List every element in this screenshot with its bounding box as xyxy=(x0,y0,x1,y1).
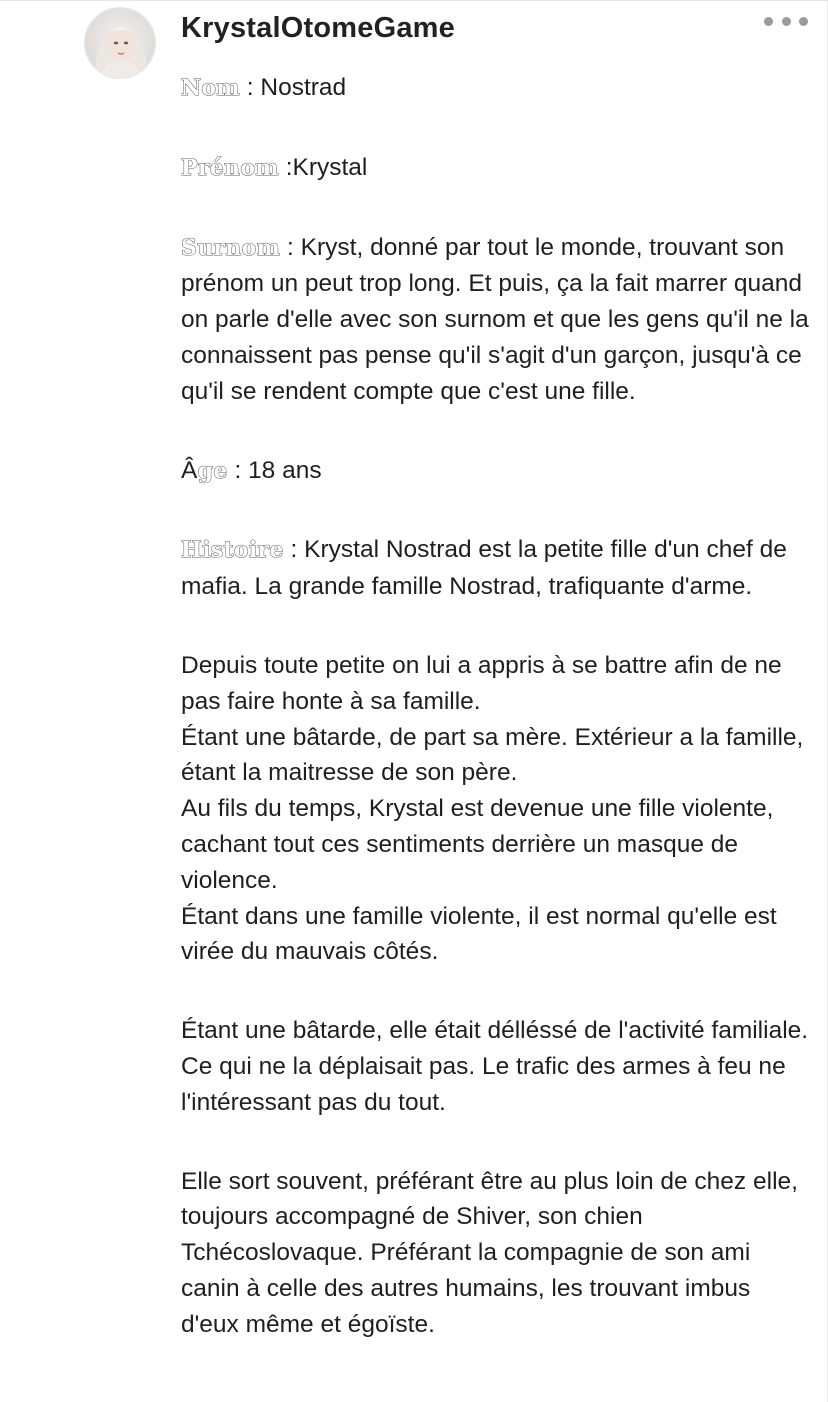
paragraph-line: Depuis toute petite on lui a appris à se battre afin de ne pas faire honte à sa famille. xyxy=(181,651,782,715)
more-options-button[interactable] xyxy=(764,14,808,28)
surnom-label: Surnom xyxy=(181,234,281,261)
post-body xyxy=(181,70,811,1343)
age-value: : 18 ans xyxy=(227,456,322,484)
nom-label: Nom xyxy=(181,75,240,101)
paragraph-line: Étant dans une famille violente, il est normal qu'elle est virée du mauvais côtés. xyxy=(181,902,777,966)
prenom-label: Prénom xyxy=(181,154,279,181)
field-surnom xyxy=(181,230,811,410)
age-label xyxy=(181,457,228,484)
paragraph-family-business: Étant une bâtarde, elle était délléssé de l'activité familiale. Ce qui ne la déplaisait pas. Le trafic des armes à feu ne l'intéressant pas du tout. xyxy=(181,1017,809,1116)
paragraph-childhood xyxy=(181,648,811,970)
paragraph-line: Au fils du temps, Krystal est devenue une fille violente, cachant tout ces sentiments derrière un masque de violence. xyxy=(181,795,774,894)
nom-value: : Nostrad xyxy=(239,74,347,101)
top-divider xyxy=(0,0,828,1)
histoire-value: : Krystal Nostrad est la petite fille d'un chef de mafia. La grande famille Nostrad, trafiquante d'arme. xyxy=(181,536,787,601)
paragraph-shiver: Elle sort souvent, préférant être au plus loin de chez elle, toujours accompagné de Shiver, son chien Tchécoslovaque. Préférant la compagnie de son ami canin à celle des autres humains, les trouvant imbus d'eux même et égoïste. xyxy=(181,1167,798,1338)
surnom-value: : Kryst, donné par tout le monde, trouvant son prénom un peut trop long. Et puis, ça la fait marrer quand on parle d'elle avec son surnom et que les gens qu'il ne la connaissent pas pense qu'il s'agit d'un garçon, jusqu'à ce qu'il se rendent compte que c'est une fille. xyxy=(181,233,809,405)
more-horizontal-icon xyxy=(799,17,808,26)
more-horizontal-icon xyxy=(782,17,791,26)
age-label-plain: Â xyxy=(181,456,198,484)
field-nom xyxy=(181,70,811,107)
field-histoire xyxy=(181,532,811,605)
avatar-image xyxy=(85,8,156,79)
histoire-label: Histoire xyxy=(181,537,284,564)
age-label-outline: ge xyxy=(197,457,228,484)
paragraph-line: Étant une bâtarde, de part sa mère. Extérieur a la famille, étant la maitresse de son père. xyxy=(181,723,804,787)
field-prenom xyxy=(181,150,811,187)
author-avatar[interactable] xyxy=(84,7,156,79)
field-age xyxy=(181,453,811,490)
more-horizontal-icon xyxy=(764,17,773,26)
prenom-value: :Krystal xyxy=(278,153,368,181)
author-name[interactable]: KrystalOtomeGame xyxy=(181,12,455,44)
